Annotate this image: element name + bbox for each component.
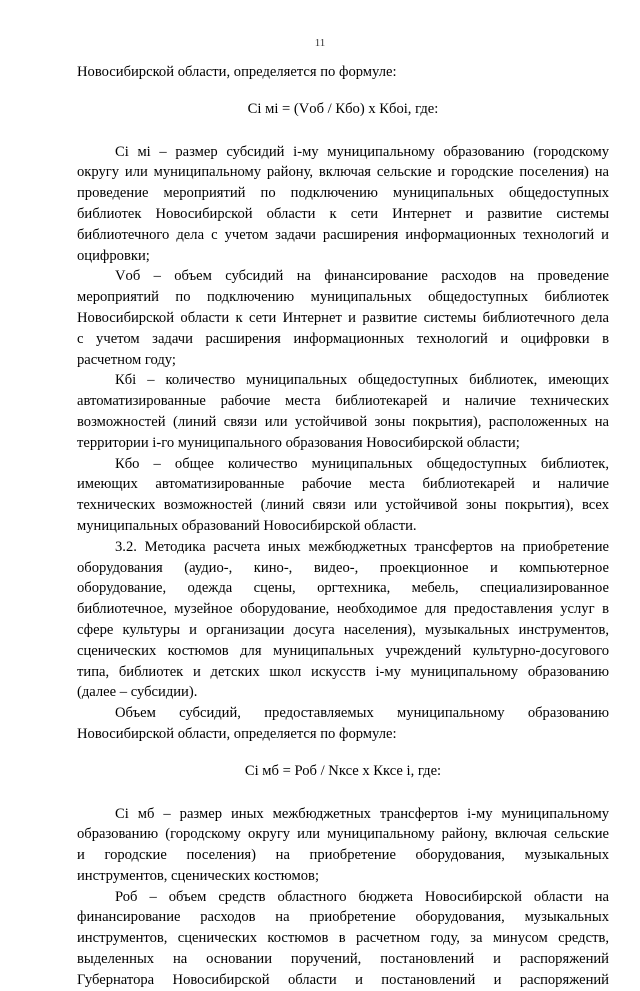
formula-subsidy-libraries: Ci мi = (Vоб / Кбо) х Кбоi, где: [247,100,439,117]
text-line: мероприятий по подключению муниципальных общедоступных библиотек [77,289,609,306]
text-line: проведение мероприятий по подключению муниципальных общедоступных [77,185,609,202]
text-line: сфере культуры и организации досуга населения), музыкальных инструментов, [77,621,609,638]
text-line: Ci мб – размер иных межбюджетных трансфертов i-му муниципальному [115,805,609,822]
document-body [77,62,609,991]
text-line: Новосибирской области, определяется по формуле: [77,725,397,742]
text-line: имеющих автоматизированные рабочие места библиотекарей и наличие [77,476,609,493]
text-line: Новосибирской области, определяется по формуле: [77,64,397,80]
text-line: инструментов, сценических костюмов; [77,867,319,884]
text-line: Объем субсидий, предоставляемых муниципальному образованию [115,705,609,722]
text-line: с учетом задачи расширения информационных технологий и оцифровки в [77,330,609,347]
text-line: округу или муниципальному району, включая сельские и городские поселения) на [77,164,609,181]
text-line: библиотечного дела с учетом задачи расширения информационных технологий и [77,226,609,243]
text-line: Новосибирской области к сети Интернет и развитие системы библиотечного дела [77,309,609,326]
text-line: муниципальных образований Новосибирской области. [77,517,417,534]
text-line: выделенных на основании поручений, постановлений и распоряжений [77,951,609,968]
text-line: возможностей (линий связи или устойчивой зоны покрытия), расположенных на [77,413,609,430]
text-line: сценических костюмов для муниципальных учреждений культурно-досугового [77,642,609,659]
text-line: Vоб – объем субсидий на финансирование расходов на проведение [115,268,609,285]
text-line: типа, библиотек и детских школ искусств i-му муниципальному образованию [77,663,609,680]
section-heading-line: 3.2. Методика расчета иных межбюджетных трансфертов на приобретение [115,538,609,555]
text-line: (далее – субсидии). [77,684,198,701]
text-line: Роб – объем средств областного бюджета Новосибирской области на [115,888,609,905]
text-line: инструментов, сценических костюмов в расчетном году, за минусом средств, [77,930,609,947]
text-line: и городские поселения) на приобретение оборудования, музыкальных [77,847,609,864]
text-line: финансирование расходов на приобретение оборудования, музыкальных [77,909,609,926]
text-line: расчетном году; [77,351,176,368]
text-line: Губернатора Новосибирской области и постановлений и распоряжений [77,971,609,988]
text-line: Ci мi – размер субсидий i-му муниципальному образованию (городскому [115,143,609,160]
page-number: 11 [314,37,326,49]
text-line: Кбо – общее количество муниципальных общедоступных библиотек, [115,455,609,472]
formula-subsidy-equipment: Ci мб = Роб / Nксе х Кксе i, где: [244,762,442,779]
text-line: территории i-го муниципального образования Новосибирской области; [77,434,520,451]
text-line: оборудования (аудио-, кино-, видео-, проекционное и компьютерное [77,559,609,576]
text-line: библиотек Новосибирской области к сети Интернет и развитие системы [77,205,609,222]
text-line: оцифровки; [77,247,150,264]
text-line: технических возможностей (линий связи или устойчивой зоны покрытия), всех [77,497,609,514]
text-line: автоматизированные рабочие места библиотекарей и наличие технических [77,393,609,410]
text-line: библиотечное, музейное оборудование, необходимое для предоставления услуг в [77,601,609,618]
text-line: образованию (городскому округу или муниципальному району, включая сельские [77,826,609,843]
text-line: Кбi – количество муниципальных общедоступных библиотек, имеющих [115,372,609,389]
text-line: оборудование, одежда сцены, оргтехника, мебель, специализированное [77,580,609,597]
